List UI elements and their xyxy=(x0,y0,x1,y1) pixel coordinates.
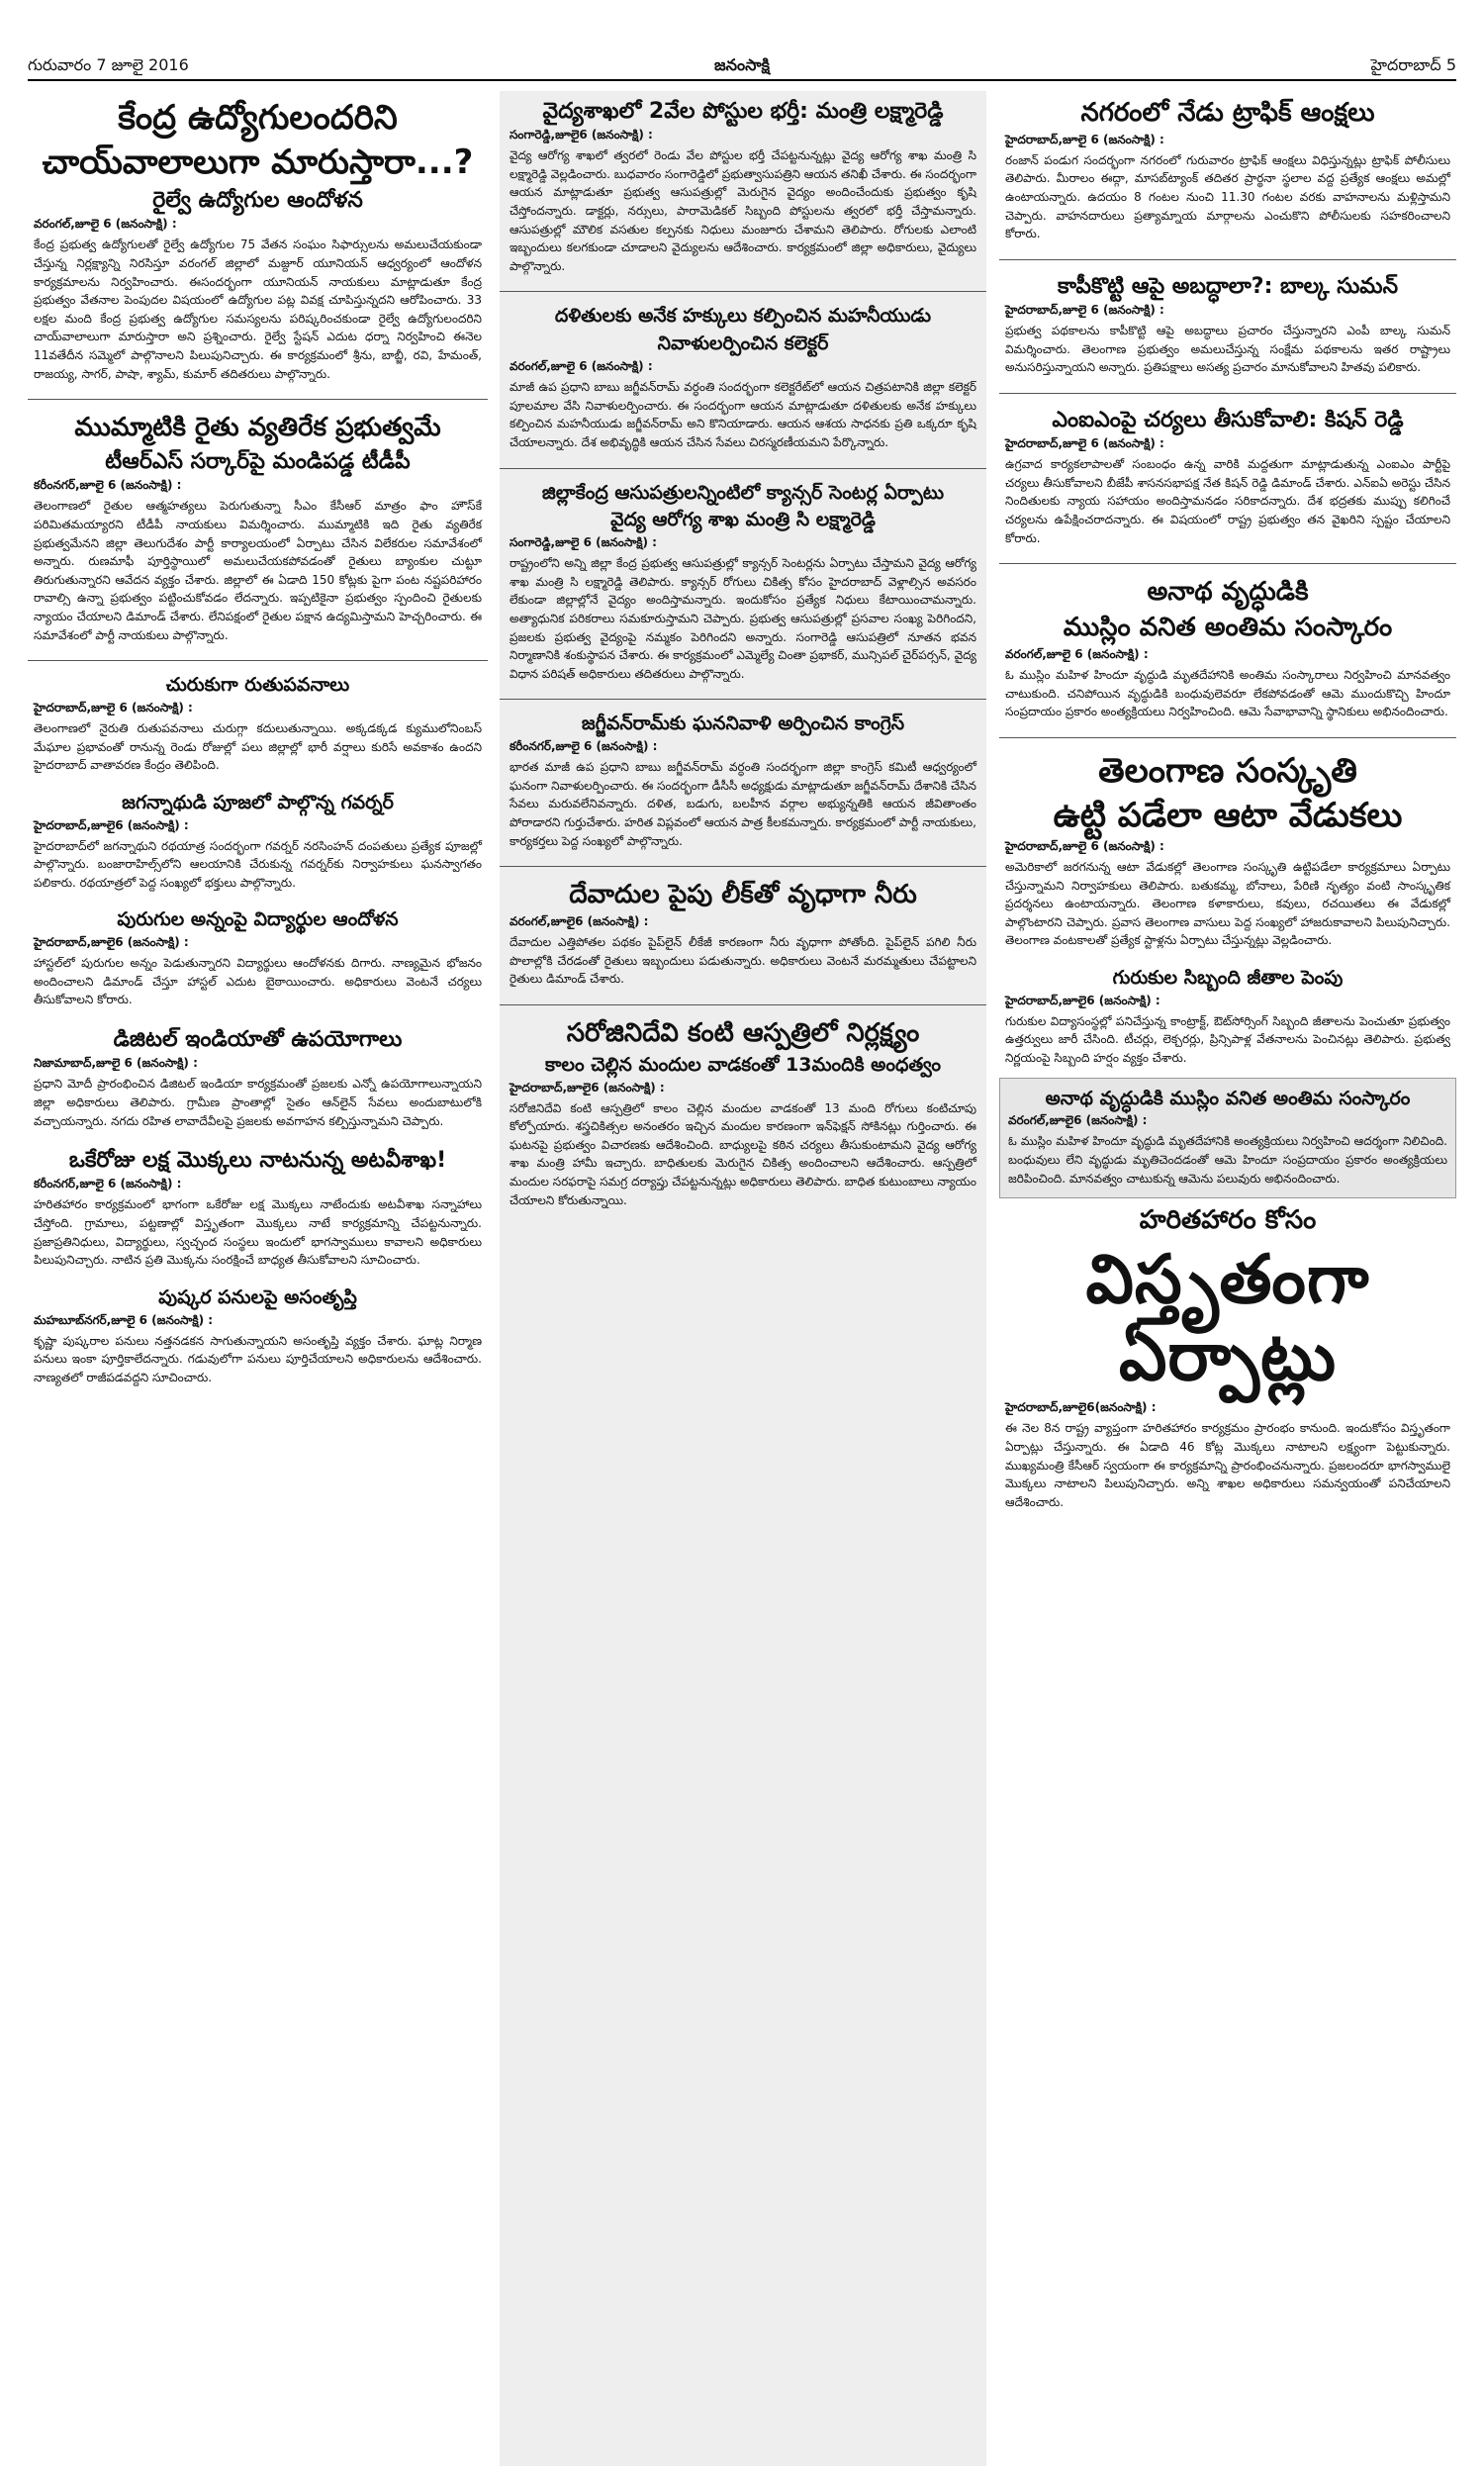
dateline: హైదరాబాద్,జూలై 6 (జనంసాక్షి) : xyxy=(34,701,193,715)
article-body: హరితహారం కార్యక్రమంలో భాగంగా ఒకేరోజు లక్ష మొక్కలు నాటేందుకు అటవీశాఖ సన్నాహాలు చేస్తోంది. గ్రామాలు, పట్టణాల్లో విస్తృతంగా మొక్కలు నాటే కార్యక్రమాన్ని చేపట్టనున్నారు. ప్రజాప్రతినిధులు, విద్యార్థులు, స్వచ్ఛంద సంస్థలు ఇందులో భాగస్వాములు కావాలని అధికారులు పిలుపునిచ్చారు. నాటిన ప్రతి మొక్కను సంరక్షించే బాధ్యత తీసుకోవాలని సూచించారు. xyxy=(34,1197,482,1268)
article-body: కృష్ణా పుష్కరాల పనులు నత్తనడకన సాగుతున్నాయని అసంతృప్తి వ్యక్తం చేశారు. ఘాట్ల నిర్మాణ పనులు ఇంకా పూర్తికాలేదన్నారు. గడువులోగా పనులు పూర్తిచేయాలని అధికారులను ఆదేశించారు. నాణ్యతలో రాజీపడవద్దని సూచించారు. xyxy=(34,1333,482,1384)
dateline: నిజామాబాద్,జూలై 6 (జనంసాక్షి) : xyxy=(34,1056,198,1071)
column-right xyxy=(999,91,1456,2466)
headline: అనాథ వృద్ధుడికి xyxy=(1147,577,1309,608)
article-body: గురుకుల విద్యాసంస్థల్లో పనిచేస్తున్న కాంట్రాక్ట్, ఔట్‌సోర్సింగ్ సిబ్బంది జీతాలను పెంచుతూ ప్రభుత్వం ఉత్తర్వులు జారీ చేసింది. టీచర్లు, లెక్చరర్లు, ప్రిన్సిపాళ్ల వేతనాలను పెంచినట్లు తెలిపారు. ప్రభుత్వ నిర్ణయంపై సిబ్బంది హర్షం వ్యక్తం చేశారు. xyxy=(1005,1013,1450,1065)
article-body: రాష్ట్రంలోని అన్ని జిల్లా కేంద్ర ప్రభుత్వ ఆసుపత్రుల్లో క్యాన్సర్ సెంటర్లను ఏర్పాటు చేస్తామని వైద్య ఆరోగ్య శాఖ మంత్రి సి లక్ష్మారెడ్డి తెలిపారు. క్యాన్సర్ రోగులు చికిత్స కోసం హైదరాబాద్ వెళ్లాల్సిన అవసరం లేకుండా జిల్లాల్లోనే వైద్యం అందిస్తామన్నారు. ఇందుకోసం ప్రత్యేక నిధులు కేటాయించామన్నారు. అత్యాధునిక పరికరాలు సమకూరుస్తామని చెప్పారు. ప్రభుత్వ ఆసుపత్రుల్లో ప్రసవాల సంఖ్య పెరిగిందని, ప్రజలకు ప్రభుత్వ వైద్యంపై నమ్మకం పెరిగిందని అన్నారు. సంగారెడ్డి ఆసుపత్రిలో నూతన భవన నిర్మాణానికి శంకుస్థాపన చేశారు. ఈ కార్యక్రమంలో ఎమ్మెల్యే చింతా ప్రభాకర్, మున్సిపల్ చైర్‌పర్సన్, వైద్య విధాన పరిషత్ అధికారులు తదితరులు పాల్గొన్నారు. xyxy=(510,556,976,681)
headline-line2: ముస్లిం వనిత అంతిమ సంస్కారం xyxy=(1063,613,1393,643)
article-devadula-leak xyxy=(500,873,986,999)
article-gurukul-salaries xyxy=(999,960,1456,1078)
article-health-posts xyxy=(500,91,986,285)
article-monsoon xyxy=(28,667,488,785)
divider xyxy=(500,291,986,292)
headline: పుష్కర పనులపై అసంతృప్తి xyxy=(158,1285,357,1308)
article-body: తెలంగాణలో రైతుల ఆత్మహత్యలు పెరుగుతున్నా సీఎం కేసీఆర్ మాత్రం ఫాం హౌస్‌కే పరిమితమయ్యారని టీడీపీ నాయకులు విమర్శించారు. ముమ్మాటికి ఇది రైతు వ్యతిరేక ప్రభుత్వమేనని జిల్లా తెలుగుదేశం పార్టీ కార్యాలయంలో ఏర్పాటు చేసిన విలేకరుల సమావేశంలో అన్నారు. రుణమాఫీ పూర్తిస్థాయిలో అమలుచేయకపోవడంతో రైతులు బ్యాంకుల చుట్టూ తిరుగుతున్నారని ఆవేదన వ్యక్తం చేశారు. జిల్లాలో ఈ ఏడాది 150 కోట్లకు పైగా పంట నష్టపరిహారం రావాల్సి ఉన్నా ప్రభుత్వం పట్టించుకోవడం లేదన్నారు. ఇప్పటికైనా ప్రభుత్వం స్పందించి రైతులకు న్యాయం చేయాలని డిమాండ్ చేశారు. లేనిపక్షంలో రైతుల పక్షాన ఉద్యమిస్తామని హెచ్చరించారు. ఈ సమావేశంలో పార్టీ నాయకులు పాల్గొన్నారు. xyxy=(34,499,482,642)
article-body: దేవాదుల ఎత్తిపోతల పథకం పైప్‌లైన్ లీకేజీ కారణంగా నీరు వృధాగా పోతోంది. పైప్‌లైన్ పగిలి నీరు పొలాల్లోకి చేరడంతో రైతులు ఇబ్బందులు పడుతున్నారు. అధికారులు వెంటనే మరమ్మతులు చేపట్టాలని రైతులు డిమాండ్ చేశారు. xyxy=(510,935,976,987)
article-body: అమెరికాలో జరగనున్న ఆటా వేడుకల్లో తెలంగాణ సంస్కృతి ఉట్టిపడేలా కార్యక్రమాలు ఏర్పాటు చేస్తున్నామని నిర్వాహకులు తెలిపారు. బతుకమ్మ, బోనాలు, పేరిణి నృత్యం వంటి సాంస్కృతిక ప్రదర్శనలు ఉంటాయన్నారు. తెలంగాణ కళాకారులు, కవులు, రచయితలు ఈ వేడుకల్లో పాల్గొంటారని చెప్పారు. ప్రవాస తెలంగాణ వాసులు పెద్ద సంఖ్యలో హాజరుకావాలని పిలుపునిచ్చారు. తెలంగాణ వంటకాలతో ప్రత్యేక స్టాళ్లను ఏర్పాటు చేస్తున్నట్లు వెల్లడించారు. xyxy=(1005,859,1450,948)
article-body: రంజాన్ పండుగ సందర్భంగా నగరంలో గురువారం ట్రాఫిక్ ఆంక్షలు విధిస్తున్నట్లు ట్రాఫిక్ పోలీసులు తెలిపారు. మీరాలం ఈద్గా, మాసబ్‌ట్యాంక్ తదితర ప్రార్థనా స్థలాల వద్ద ప్రత్యేక ఆంక్షలు అమల్లో ఉంటాయన్నారు. ఉదయం 8 గంటల నుంచి 11.30 గంటల వరకు వాహనాలను మళ్లిస్తామని చెప్పారు. వాహనదారులు ప్రత్యామ్నాయ మార్గాలను ఎంచుకొని పోలీసులకు సహకరించాలని కోరారు. xyxy=(1005,152,1450,241)
headline: సరోజినిదేవి కంటి ఆస్పత్రిలో నిర్లక్ష్యం xyxy=(566,1017,920,1048)
headline: ముమ్మాటికి రైతు వ్యతిరేక ప్రభుత్వమే xyxy=(74,413,441,443)
divider xyxy=(999,563,1456,564)
dateline: హైదరాబాద్,జూలై 6 (జనంసాక్షి) : xyxy=(1005,132,1164,146)
divider xyxy=(999,393,1456,394)
divider xyxy=(999,259,1456,260)
article-body: మాజీ ఉప ప్రధాని బాబు జగ్జీవన్‌రామ్ వర్ధంతి సందర్భంగా కలెక్టరేట్‌లో ఆయన చిత్రపటానికి జిల్లా కలెక్టర్ పూలమాల వేసి నివాళులర్పించారు. ఈ సందర్భంగా ఆయన మాట్లాడుతూ దళితులకు అనేక హక్కులు కల్పించిన మహనీయుడు జగ్జీవన్‌రామ్ అని కొనియాడారు. ఆయన ఆశయ సాధనకు ప్రతి ఒక్కరూ కృషి చేయాలన్నారు. దేశ అభివృద్ధికి ఆయన చేసిన సేవలు చిరస్మరణీయమని పేర్కొన్నారు. xyxy=(510,380,976,449)
divider xyxy=(28,660,488,661)
headline: డిజిటల్ ఇండియాతో ఉపయోగాలు xyxy=(113,1027,403,1053)
article-cancer-centers xyxy=(500,475,986,694)
article-body: వైద్య ఆరోగ్య శాఖలో త్వరలో రెండు వేల పోస్టుల భర్తీ చేపట్టనున్నట్లు వైద్య ఆరోగ్య శాఖ మంత్రి సి లక్ష్మారెడ్డి వెల్లడించారు. బుధవారం సంగారెడ్డిలో ప్రభుత్వాసుపత్రిని ఆయన తనిఖీ చేశారు. ఈ సందర్భంగా ఆయన మాట్లాడుతూ ప్రభుత్వ ఆసుపత్రుల్లో మెరుగైన వైద్యం అందించేందుకు ప్రభుత్వం కృషి చేస్తోందన్నారు. డాక్టర్లు, నర్సులు, పారామెడికల్ సిబ్బంది పోస్టులను త్వరలో భర్తీ చేస్తామన్నారు. ఆసుపత్రుల్లో మౌలిక వసతుల కల్పనకు నిధులు మంజూరు చేశామని తెలిపారు. రోగులకు ఎలాంటి ఇబ్బందులు కలగకుండా చూడాలని వైద్యులను ఆదేశించారు. కార్యక్రమంలో జిల్లా అధికారులు, వైద్యులు పాల్గొన్నారు. xyxy=(510,148,976,273)
headline: తెలంగాణ సంస్కృతి xyxy=(1098,750,1357,791)
article-traffic xyxy=(999,91,1456,253)
dateline: కరీంనగర్,జూలై 6 (జనంసాక్షి) : xyxy=(34,478,182,493)
divider xyxy=(28,399,488,400)
subheadline: వైద్య ఆరోగ్య శాఖ మంత్రి సి లక్ష్మారెడ్డి xyxy=(610,509,876,531)
headline-line2: విస్తృతంగా ఏర్పాట్లు xyxy=(1085,1241,1370,1397)
dateline: హైదరాబాద్,జూలై 6 (జనంసాక్షి) : xyxy=(1005,838,1164,853)
headline: కేంద్ర ఉద్యోగులందరిని xyxy=(118,98,398,138)
dateline: హైదరాబాద్,జూలై 6 (జనంసాక్షి) : xyxy=(1005,436,1164,451)
article-eye-hospital xyxy=(500,1011,986,1219)
divider xyxy=(500,699,986,700)
article-balka-suman xyxy=(999,266,1456,387)
dateline: కరీంనగర్,జూలై 6 (జనంసాక్షి) : xyxy=(510,739,658,754)
paper-name: జనంసాక్షి xyxy=(714,55,770,74)
dateline: వరంగల్,జూలై 6 (జనంసాక్షి) : xyxy=(510,359,653,374)
dateline: వరంగల్,జూలై 6 (జనంసాక్షి) : xyxy=(1005,646,1149,661)
divider xyxy=(500,468,986,469)
dateline: హైదరాబాద్,జూలై6 (జనంసాక్షి) : xyxy=(34,817,189,832)
dateline: మహబూబ్‌నగర్,జూలై 6 (జనంసాక్షి) : xyxy=(34,1312,214,1327)
headline: పురుగుల అన్నంపై విద్యార్థుల ఆందోళన xyxy=(117,908,399,931)
headline: కాపీకొట్టి ఆపై అబద్ధాలా?: బాల్క సుమన్ xyxy=(1057,273,1399,299)
subheadline: రైల్వే ఉద్యోగుల ఆందోళన xyxy=(152,188,363,214)
dateline: వరంగల్,జూలై6 (జనంసాక్షి) : xyxy=(1008,1113,1148,1128)
dateline: హైదరాబాద్,జూలై6 (జనంసాక్షి) : xyxy=(510,1080,665,1094)
headline: దళితులకు అనేక హక్కులు కల్పించిన మహనీయుడు xyxy=(554,305,932,328)
article-digital-india xyxy=(28,1019,488,1140)
dateline: కరీంనగర్,జూలై 6 (జనంసాక్షి) : xyxy=(34,1177,182,1191)
dateline: సంగారెడ్డి,జూలై6 (జనంసాక్షి) : xyxy=(510,128,653,143)
subheadline: కాలం చెల్లిన మందుల వాడకంతో 13మందికి అంధత్వం xyxy=(545,1053,941,1076)
article-students xyxy=(28,902,488,1019)
divider xyxy=(999,737,1456,738)
headline: జగ్జీవన్‌రామ్‌కు ఘననివాళి అర్పించిన కాంగ్రెస్ xyxy=(581,713,905,735)
article-body: ప్రభుత్వ పథకాలను కాపీకొట్టి ఆపై అబద్ధాలు ప్రచారం చేస్తున్నారని ఎంపీ బాల్క సుమన్ విమర్శించారు. తెలంగాణ ప్రభుత్వం అమలుచేస్తున్న సంక్షేమ పథకాలను ఇతర రాష్ట్రాలు అనుసరిస్తున్నాయని అన్నారు. ప్రతిపక్షాలు అసత్య ప్రచారం మానుకోవాలని హితవు పలికారు. xyxy=(1005,324,1450,375)
dateline: వరంగల్,జూలై6 (జనంసాక్షి) : xyxy=(510,914,649,929)
dateline: హైదరాబాద్,జూలై6(జనంసాక్షి) : xyxy=(1005,1400,1157,1415)
article-body: హైదరాబాద్‌లో జగన్నాథుని రథయాత్ర సందర్భంగా గవర్నర్ నరసింహన్ దంపతులు ప్రత్యేక పూజల్లో పాల్గొన్నారు. బంజారాహిల్స్‌లోని ఆలయానికి చేరుకున్న గవర్నర్‌కు నిర్వాహకులు ఘనస్వాగతం పలికారు. రథయాత్రలో పెద్ద సంఖ్యలో భక్తులు పాల్గొన్నారు. xyxy=(34,838,482,890)
article-ata-celebrations xyxy=(999,744,1456,960)
headline: జగన్నాథుడి పూజలో పాల్గొన్న గవర్నర్ xyxy=(122,791,394,813)
subheadline: టీఆర్ఎస్ సర్కార్‌పై మండిపడ్డ టీడీపీ xyxy=(105,449,411,475)
article-body: ఓ ముస్లిం మహిళ హిందూ వృద్ధుడి మృతదేహానికి అంత్యక్రియలు నిర్వహించి ఆదర్శంగా నిలిచింది. బంధువులు లేని వృద్ధుడు మృతిచెందడంతో ఆమె హిందూ సంప్రదాయం ప్రకారం అంత్యక్రియలు జరిపించింది. మానవత్వం చాటుకున్న ఆమెను పలువురు అభినందించారు. xyxy=(1008,1134,1447,1186)
headline: జిల్లాకేంద్ర ఆసుపత్రులన్నింటిలో క్యాన్సర్ సెంటర్ల ఏర్పాటు xyxy=(541,481,945,504)
masthead xyxy=(28,55,1456,81)
dateline: సంగారెడ్డి,జూలై 6 (జనంసాక్షి) : xyxy=(510,535,657,550)
city-page-number: హైదరాబాద్ 5 xyxy=(1370,55,1456,74)
headline-line2: చాయ్‌వాలాలుగా మారుస్తారా...? xyxy=(42,143,474,183)
headline: వైద్యశాఖలో 2వేల పోస్టుల భర్తీ: మంత్రి లక్ష్మారెడ్డి xyxy=(542,99,944,124)
article-body: హాస్టల్‌లో పురుగుల అన్నం పెడుతున్నారని విద్యార్థులు ఆందోళనకు దిగారు. నాణ్యమైన భోజనం అందించాలని డిమాండ్ చేస్తూ హాస్టల్ ఎదుట బైఠాయించారు. అధికారులు వెంటనే చర్యలు తీసుకోవాలని కోరారు. xyxy=(34,956,482,1007)
dateline: హైదరాబాద్,జూలై 6 (జనంసాక్షి) : xyxy=(1005,303,1164,318)
article-body: ప్రధాని మోదీ ప్రారంభించిన డిజిటల్ ఇండియా కార్యక్రమంతో ప్రజలకు ఎన్నో ఉపయోగాలున్నాయని జిల్లా అధికారులు తెలిపారు. గ్రామీణ ప్రాంతాల్లో సైతం ఆన్‌లైన్ సేవలు అందుబాటులోకి వచ్చాయన్నారు. నగదు రహిత లావాదేవీలపై ప్రజలకు అవగాహన కల్పిస్తున్నామని చెప్పారు. xyxy=(34,1077,482,1128)
article-muslim-woman xyxy=(999,570,1456,731)
dateline: వరంగల్,జూలై 6 (జనంసాక్షి) : xyxy=(34,217,177,232)
column-left xyxy=(28,91,488,2466)
dateline: హైదరాబాద్,జూలై6 (జనంసాక్షి) : xyxy=(34,935,189,950)
divider xyxy=(500,1004,986,1005)
headline: చురుకుగా రుతుపవనాలు xyxy=(165,674,350,697)
article-farmers xyxy=(28,406,488,654)
headline: ఒకేరోజు లక్ష మొక్కలు నాటనున్న అటవీశాఖ! xyxy=(68,1148,447,1174)
article-pushkar xyxy=(28,1280,488,1397)
headline-line2: ఉట్టి పడేలా ఆటా వేడుకలు xyxy=(1053,795,1403,835)
article-muslim-woman-box xyxy=(999,1078,1456,1199)
article-forest-saplings xyxy=(28,1140,488,1280)
article-body: సరోజినిదేవి కంటి ఆస్పత్రిలో కాలం చెల్లిన మందుల వాడకంతో 13 మంది రోగులు కంటిచూపు కోల్పోయారు. శస్త్రచికిత్సల అనంతరం ఇచ్చిన మందుల కారణంగా ఇన్‌ఫెక్షన్ సోకినట్లు గుర్తించారు. ఈ ఘటనపై ప్రభుత్వం విచారణకు ఆదేశించింది. బాధ్యులపై కఠిన చర్యలు తీసుకుంటామని వైద్య ఆరోగ్య శాఖ మంత్రి హామీ ఇచ్చారు. బాధితులకు మెరుగైన చికిత్స అందించాలని ఆదేశించారు. ఆస్పత్రిలో మందుల సరఫరాపై సమగ్ర దర్యాప్తు చేపట్టనున్నట్లు అధికారులు తెలిపారు. బాధిత కుటుంబాలు న్యాయం చేయాలని కోరుతున్నాయి. xyxy=(510,1100,976,1207)
article-body: ఓ ముస్లిం మహిళ హిందూ వృద్ధుడి మృతదేహానికి అంతిమ సంస్కారాలు నిర్వహించి మానవత్వం చాటుకుంది. చనిపోయిన వృద్ధుడికి బంధువులెవరూ లేకపోవడంతో ఆమె ముందుకొచ్చి హిందూ సంప్రదాయం ప్రకారం అంత్యక్రియలు నిర్వహించింది. ఆమె సేవాభావాన్ని స్థానికులు అభినందించారు. xyxy=(1005,667,1450,719)
subheadline: నివాళులర్పించిన కలెక్టర్ xyxy=(657,333,829,355)
article-jagjivan-collector xyxy=(500,298,986,461)
article-haritha-haram xyxy=(999,1198,1456,1521)
article-kishan-reddy xyxy=(999,400,1456,557)
article-body: తెలంగాణలో నైరుతి రుతుపవనాలు చురుగ్గా కదులుతున్నాయి. అక్కడక్కడ క్యుములోనింబస్ మేఘాల ప్రభావంతో రానున్న రెండు రోజుల్లో పలు జిల్లాల్లో భారీ వర్షాలు కురిసే అవకాశం ఉందని హైదరాబాద్ వాతావరణ కేంద్రం తెలిపింది. xyxy=(34,721,482,773)
issue-date: గురువారం 7 జూలై 2016 xyxy=(28,55,189,74)
headline: దేవాదుల పైపు లీక్‌తో వృధాగా నీరు xyxy=(569,880,917,910)
headline: గురుకుల సిబ్బంది జీతాల పెంపు xyxy=(1112,966,1344,989)
article-jagjivan-congress xyxy=(500,706,986,860)
article-rail-employees xyxy=(28,91,488,393)
headline: ఎంఐఎంపై చర్యలు తీసుకోవాలి: కిషన్ రెడ్డి xyxy=(1052,407,1404,432)
column-center xyxy=(500,91,986,2466)
headline: అనాథ వృద్ధుడికి ముస్లిం వనిత అంతిమ సంస్కారం xyxy=(1045,1087,1411,1109)
headline: నగరంలో నేడు ట్రాఫిక్ ఆంక్షలు xyxy=(1080,98,1375,128)
article-body: కేంద్ర ప్రభుత్వ ఉద్యోగులతో రైల్వే ఉద్యోగుల 75 వేతన సంఘం సిఫార్సులను అమలుచేయకుండా చేస్తున్న నిర్లక్ష్యాన్ని నిరసిస్తూ వరంగల్ జిల్లాలో మజ్దూర్ యూనియన్ ఆధ్వర్యంలో ఆందోళన కార్యక్రమాలను నిర్వహించారు. ఈసందర్భంగా యూనియన్ నాయకులు మాట్లాడుతూ కేంద్ర ప్రభుత్వం వేతనాల పెంపుదల విషయంలో ఉద్యోగుల పట్ల వివక్ష చూపిస్తున్నదని ఆరోపించారు. 33 లక్షల మంది కేంద్ర ప్రభుత్వ ఉద్యోగుల సమస్యలను పరిష్కరించకుండా రైల్వే ఉద్యోగులందరిని చాయ్‌వాలాలుగా మారుస్తారా అని ప్రశ్నించారు. రైల్వే స్టేషన్ ఎదుట ధర్నా నిర్వహించి ఈనెల 11వతేదీన సమ్మెలో పాల్గొనాలని పిలుపునిచ్చారు. ఈ కార్యక్రమంలో శ్రీను, బాబ్జీ, రవి, హేమంత్, రాజయ్య, సాగర్, పాషా, శ్యామ్, కుమార్ తదితరులు పాల్గొన్నారు. xyxy=(34,238,482,381)
divider xyxy=(500,866,986,867)
dateline: హైదరాబాద్,జూలై6 (జనంసాక్షి) : xyxy=(1005,993,1160,1007)
article-body: ఈ నెల 8న రాష్ట్ర వ్యాప్తంగా హరితహారం కార్యక్రమం ప్రారంభం కానుంది. ఇందుకోసం విస్తృతంగా ఏర్పాట్లు చేస్తున్నారు. ఈ ఏడాది 46 కోట్ల మొక్కలు నాటాలని లక్ష్యంగా పెట్టుకున్నారు. ముఖ్యమంత్రి కేసీఆర్ స్వయంగా ఈ కార్యక్రమాన్ని ప్రారంభించనున్నారు. ప్రజలందరూ భాగస్వాములై మొక్కలు నాటాలని పిలుపునిచ్చారు. అన్ని శాఖల అధికారులు సమన్వయంతో పనిచేయాలని ఆదేశించారు. xyxy=(1005,1421,1450,1509)
article-body: భారత మాజీ ఉప ప్రధాని బాబు జగ్జీవన్‌రామ్ వర్ధంతి సందర్భంగా జిల్లా కాంగ్రెస్ కమిటీ ఆధ్వర్యంలో ఘనంగా నివాళులర్పించారు. ఈ సందర్భంగా డీసీసీ అధ్యక్షుడు మాట్లాడుతూ జగ్జీవన్‌రామ్ దేశానికి చేసిన సేవలు మరువలేనివన్నారు. దళిత, బడుగు, బలహీన వర్గాల అభ్యున్నతికి ఆయన జీవితాంతం పోరాడారని గుర్తుచేశారు. హరిత విప్లవంలో ఆయన పాత్ర కీలకమన్నారు. కార్యక్రమంలో పార్టీ నాయకులు, కార్యకర్తలు పెద్ద సంఖ్యలో పాల్గొన్నారు. xyxy=(510,760,976,848)
article-body: ఉగ్రవాద కార్యకలాపాలతో సంబంధం ఉన్న వారికి మద్దతుగా మాట్లాడుతున్న ఎంఐఎం పార్టీపై చర్యలు తీసుకోవాలని బీజేపీ శాసనసభాపక్ష నేత కిషన్ రెడ్డి డిమాండ్ చేశారు. ఎన్ఐఏ అరెస్టు చేసిన నిందితులకు న్యాయ సహాయం అందిస్తామనడం సరికాదన్నారు. దేశ భద్రతకు ముప్పు కలిగించే చర్యలను ఉపేక్షించరాదన్నారు. ఈ విషయంలో రాష్ట్ర ప్రభుత్వం తన వైఖరిని స్పష్టం చేయాలని కోరారు. xyxy=(1005,457,1450,545)
headline: హరితహారం కోసం xyxy=(1139,1205,1317,1236)
article-governor xyxy=(28,785,488,903)
